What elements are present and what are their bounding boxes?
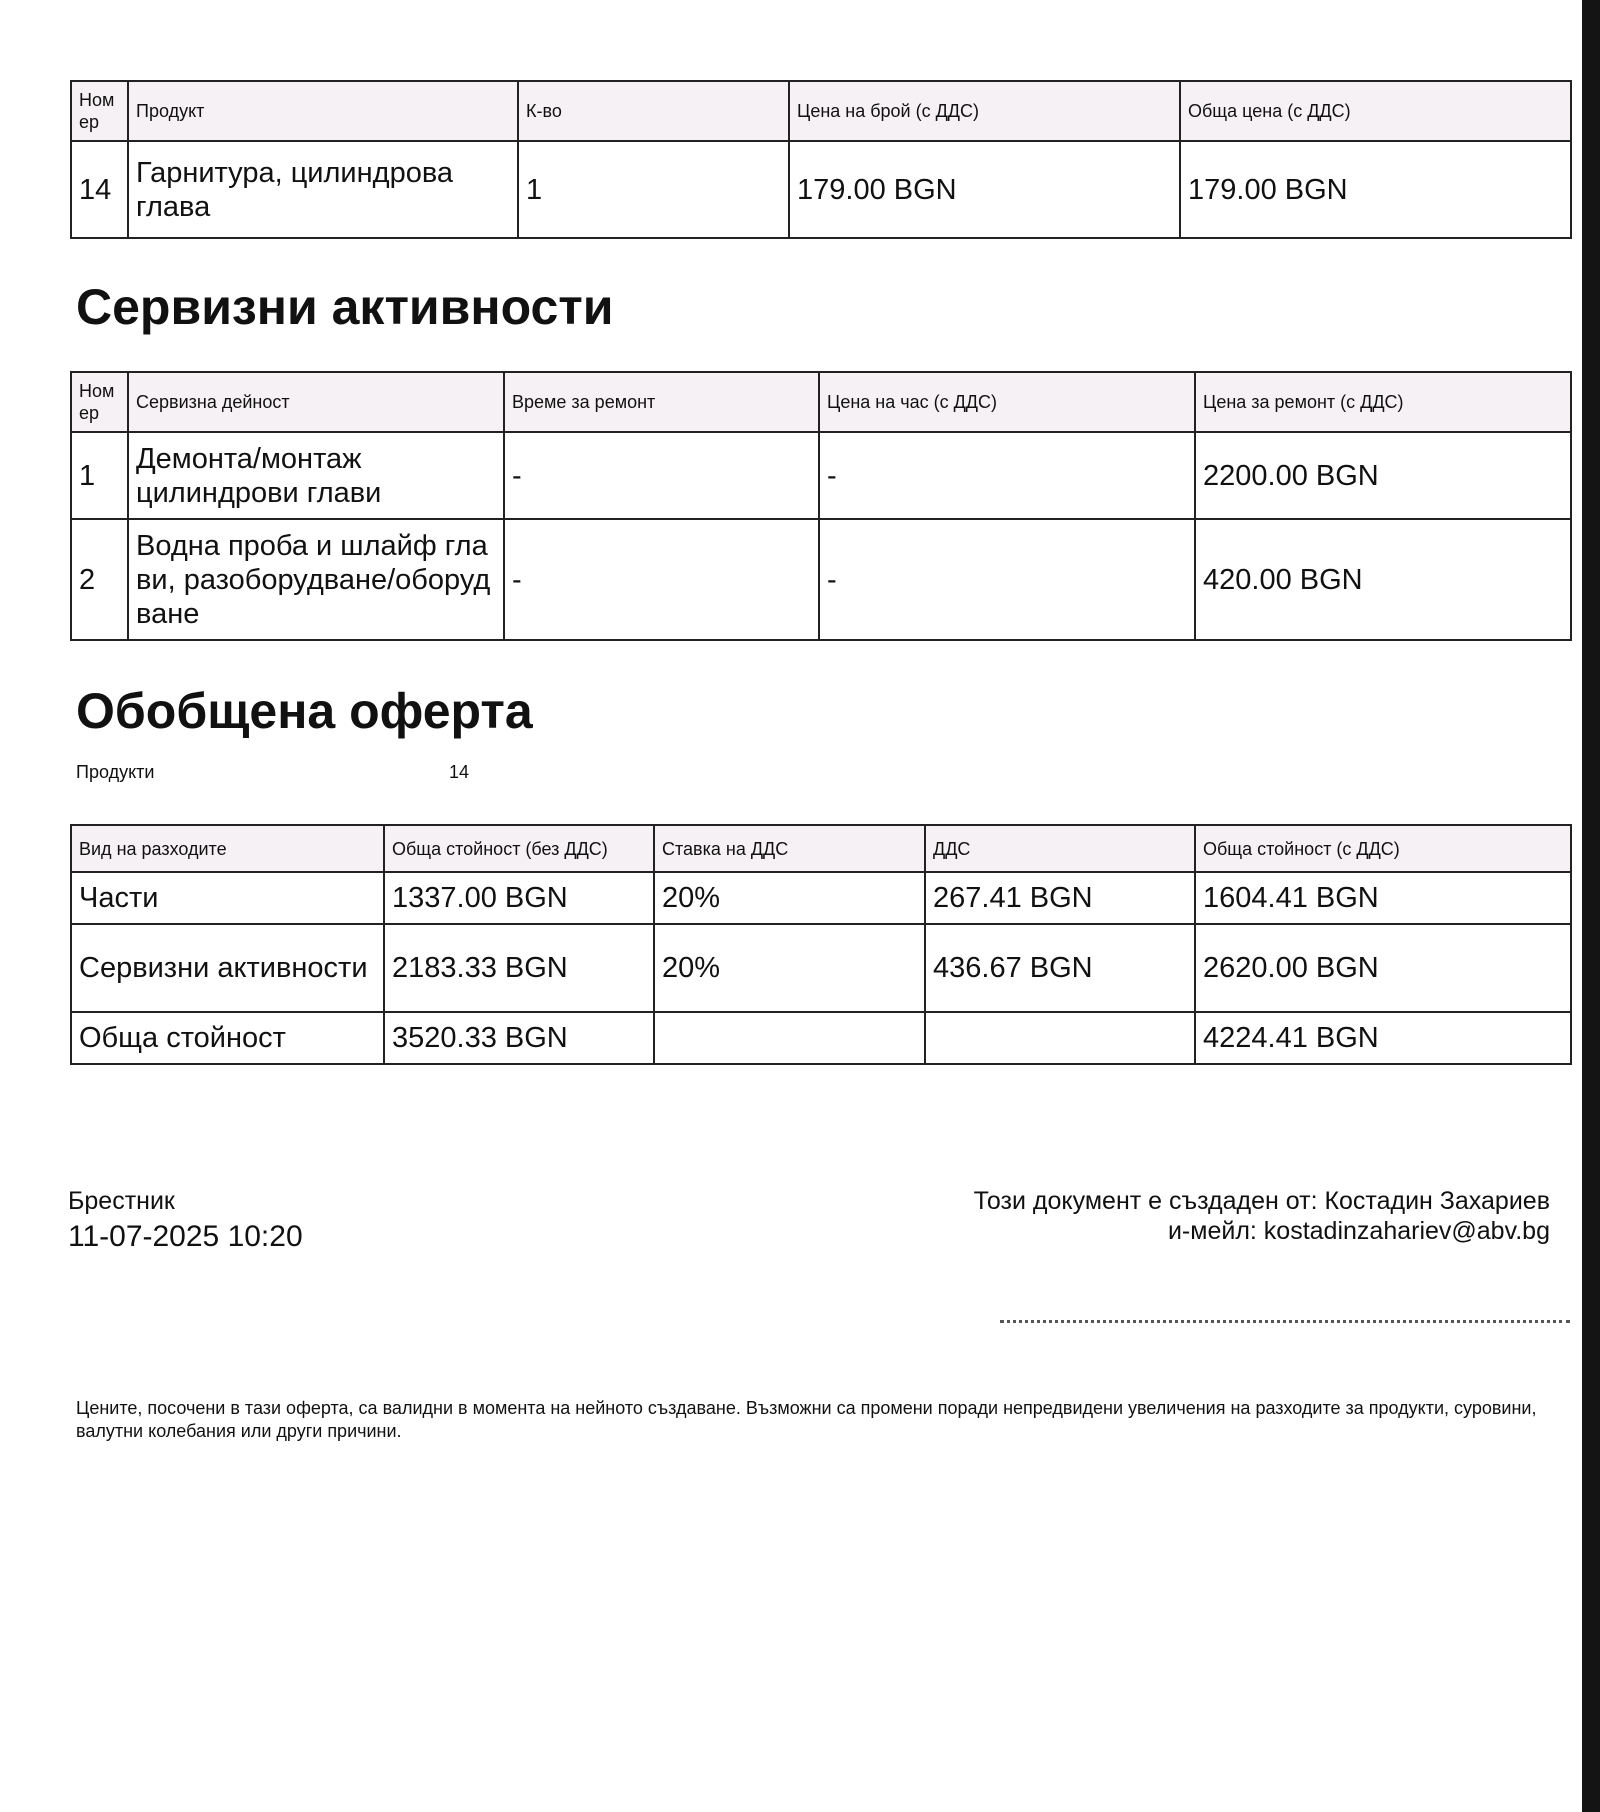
column-header: ДДС	[925, 825, 1195, 872]
footer-datetime: 11-07-2025 10:20	[68, 1220, 303, 1253]
column-header: Ставка на ДДС	[654, 825, 925, 872]
table-row	[71, 1012, 1571, 1064]
table-cell	[925, 1012, 1195, 1064]
column-header: Цена за ремонт (с ДДС)	[1195, 372, 1571, 432]
table-cell: 1337.00 BGN	[384, 872, 654, 924]
table-cell: 2200.00 BGN	[1195, 432, 1571, 519]
table-header-row	[71, 81, 1571, 141]
table-cell: -	[819, 519, 1195, 640]
table-cell: 2	[71, 519, 128, 640]
table-cell: Демонта/монтаж цилиндрови глави	[128, 432, 504, 519]
table-cell: 179.00 BGN	[1180, 141, 1571, 238]
table-cell: 179.00 BGN	[789, 141, 1180, 238]
summary-table	[70, 824, 1572, 1065]
section-title-services: Сервизни активности	[76, 279, 614, 335]
table-cell: 267.41 BGN	[925, 872, 1195, 924]
table-cell: 1	[518, 141, 789, 238]
disclaimer-text: Цените, посочени в тази оферта, са валидни в момента на нейното създаване. Възможни са промени поради непредвидени увеличения на разходите за продукти, суровини, валутни колебания или други причини.	[76, 1398, 1537, 1441]
column-header: Цена на брой (с ДДС)	[789, 81, 1180, 141]
column-header: Време за ремонт	[504, 372, 819, 432]
table-cell: Части	[71, 872, 384, 924]
footer-created-by: Този документ е създаден от: Костадин Захариев	[973, 1187, 1550, 1215]
table-row	[71, 141, 1571, 238]
table-cell: 420.00 BGN	[1195, 519, 1571, 640]
table-header-row	[71, 372, 1571, 432]
column-header: Вид на разходите	[71, 825, 384, 872]
page-edge	[1582, 0, 1600, 1812]
table-header-row	[71, 825, 1571, 872]
footer-email: и-мейл: kostadinzahariev@abv.bg	[1167, 1217, 1550, 1245]
services-table	[70, 371, 1572, 641]
table-cell	[654, 1012, 925, 1064]
summary-products-count: 14	[449, 762, 470, 782]
table-row	[71, 432, 1571, 519]
table-cell: 2183.33 BGN	[384, 924, 654, 1012]
table-cell: -	[504, 432, 819, 519]
table-cell: Гарнитура, цилиндрова глава	[128, 141, 518, 238]
column-header: Обща цена (с ДДС)	[1180, 81, 1571, 141]
table-cell: Обща стойност	[71, 1012, 384, 1064]
summary-products-label: Продукти	[76, 762, 155, 782]
section-title-summary: Обобщена оферта	[76, 683, 533, 739]
column-header: Сервизна дейност	[128, 372, 504, 432]
column-header: Обща стойност (с ДДС)	[1195, 825, 1571, 872]
table-cell: 14	[71, 141, 128, 238]
table-row	[71, 519, 1571, 640]
table-cell: 1	[71, 432, 128, 519]
table-cell: 436.67 BGN	[925, 924, 1195, 1012]
table-cell: 2620.00 BGN	[1195, 924, 1571, 1012]
table-cell: 20%	[654, 924, 925, 1012]
table-cell: -	[819, 432, 1195, 519]
table-cell: -	[504, 519, 819, 640]
table-cell: Сервизни активности	[71, 924, 384, 1012]
table-cell: 4224.41 BGN	[1195, 1012, 1571, 1064]
column-header: Продукт	[128, 81, 518, 141]
table-cell: Водна проба и шлайф глави, разоборудване/оборудване	[128, 519, 504, 640]
table-cell: 3520.33 BGN	[384, 1012, 654, 1064]
footer-city: Брестник	[68, 1187, 175, 1215]
column-header: Обща стойност (без ДДС)	[384, 825, 654, 872]
signature-line	[1000, 1320, 1570, 1323]
table-row	[71, 872, 1571, 924]
column-header: Цена на час (с ДДС)	[819, 372, 1195, 432]
column-header: Ном ер	[71, 81, 128, 141]
table-row	[71, 924, 1571, 1012]
products-table	[70, 80, 1572, 239]
table-cell: 20%	[654, 872, 925, 924]
column-header: К-во	[518, 81, 789, 141]
table-cell: 1604.41 BGN	[1195, 872, 1571, 924]
column-header: Ном ер	[71, 372, 128, 432]
